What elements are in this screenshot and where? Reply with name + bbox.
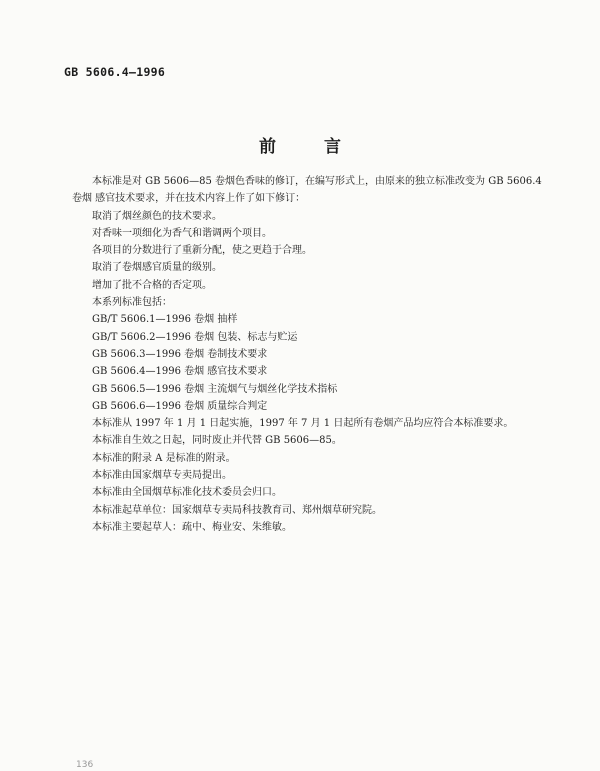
- proposer-paragraph: 本标准由国家烟草专卖局提出。: [92, 470, 232, 482]
- committee-paragraph: 本标准由全国烟草标准化技术委员会归口。: [92, 487, 282, 499]
- foreword-body: [72, 173, 542, 536]
- effective-date-paragraph: 本标准从 1997 年 1 月 1 日起实施，1997 年 7 月 1 日起所有卷烟产品均应符合本标准要求。: [92, 418, 514, 430]
- paragraph-intro-line-1: 本标准是对 GB 5606—85 卷烟色香味的修订，在编写形式上，由原来的独立标准改变为 GB 5606.4: [92, 176, 542, 187]
- series-standard-item: GB 5606.3—1996 卷烟 卷制技术要求: [92, 348, 268, 360]
- page-title: [0, 132, 600, 157]
- paragraph-intro-line-2: 卷烟 感官技术要求，并在技术内容上作了如下修订：: [72, 193, 306, 205]
- revision-item: 取消了烟丝颜色的技术要求。: [92, 210, 222, 222]
- annex-paragraph: 本标准的附录 A 是标准的附录。: [92, 452, 236, 464]
- series-standard-item: GB 5606.5—1996 卷烟 主流烟气与烟丝化学技术指标: [92, 383, 338, 395]
- supersede-paragraph: 本标准自生效之日起，同时废止并代替 GB 5606—85。: [92, 435, 342, 447]
- series-standard-item: GB 5606.4—1996 卷烟 感官技术要求: [92, 366, 268, 378]
- revision-item: 对香味一项细化为香气和谐调两个项目。: [92, 227, 272, 239]
- series-standard-item: GB 5606.6—1996 卷烟 质量综合判定: [92, 400, 268, 412]
- drafting-units-paragraph: 本标准起草单位：国家烟草专卖局科技教育司、郑州烟草研究院。: [92, 504, 382, 516]
- series-standard-item: GB/T 5606.1—1996 卷烟 抽样: [92, 314, 238, 326]
- drafters-paragraph: 本标准主要起草人：疏中、梅业安、朱维敏。: [92, 521, 292, 533]
- series-standard-item: GB/T 5606.2—1996 卷烟 包装、标志与贮运: [92, 331, 298, 343]
- revision-item: 各项目的分数进行了重新分配，使之更趋于合理。: [92, 245, 312, 257]
- series-intro: 本系列标准包括：: [92, 297, 172, 309]
- title-char-1: 前: [259, 137, 276, 157]
- page-number: 136: [76, 760, 94, 770]
- revision-item: 增加了批不合格的否定项。: [92, 279, 212, 291]
- title-char-2: 言: [324, 137, 341, 157]
- standard-code: GB 5606.4—1996: [64, 65, 166, 79]
- revision-item: 取消了卷烟感官质量的级别。: [92, 262, 222, 274]
